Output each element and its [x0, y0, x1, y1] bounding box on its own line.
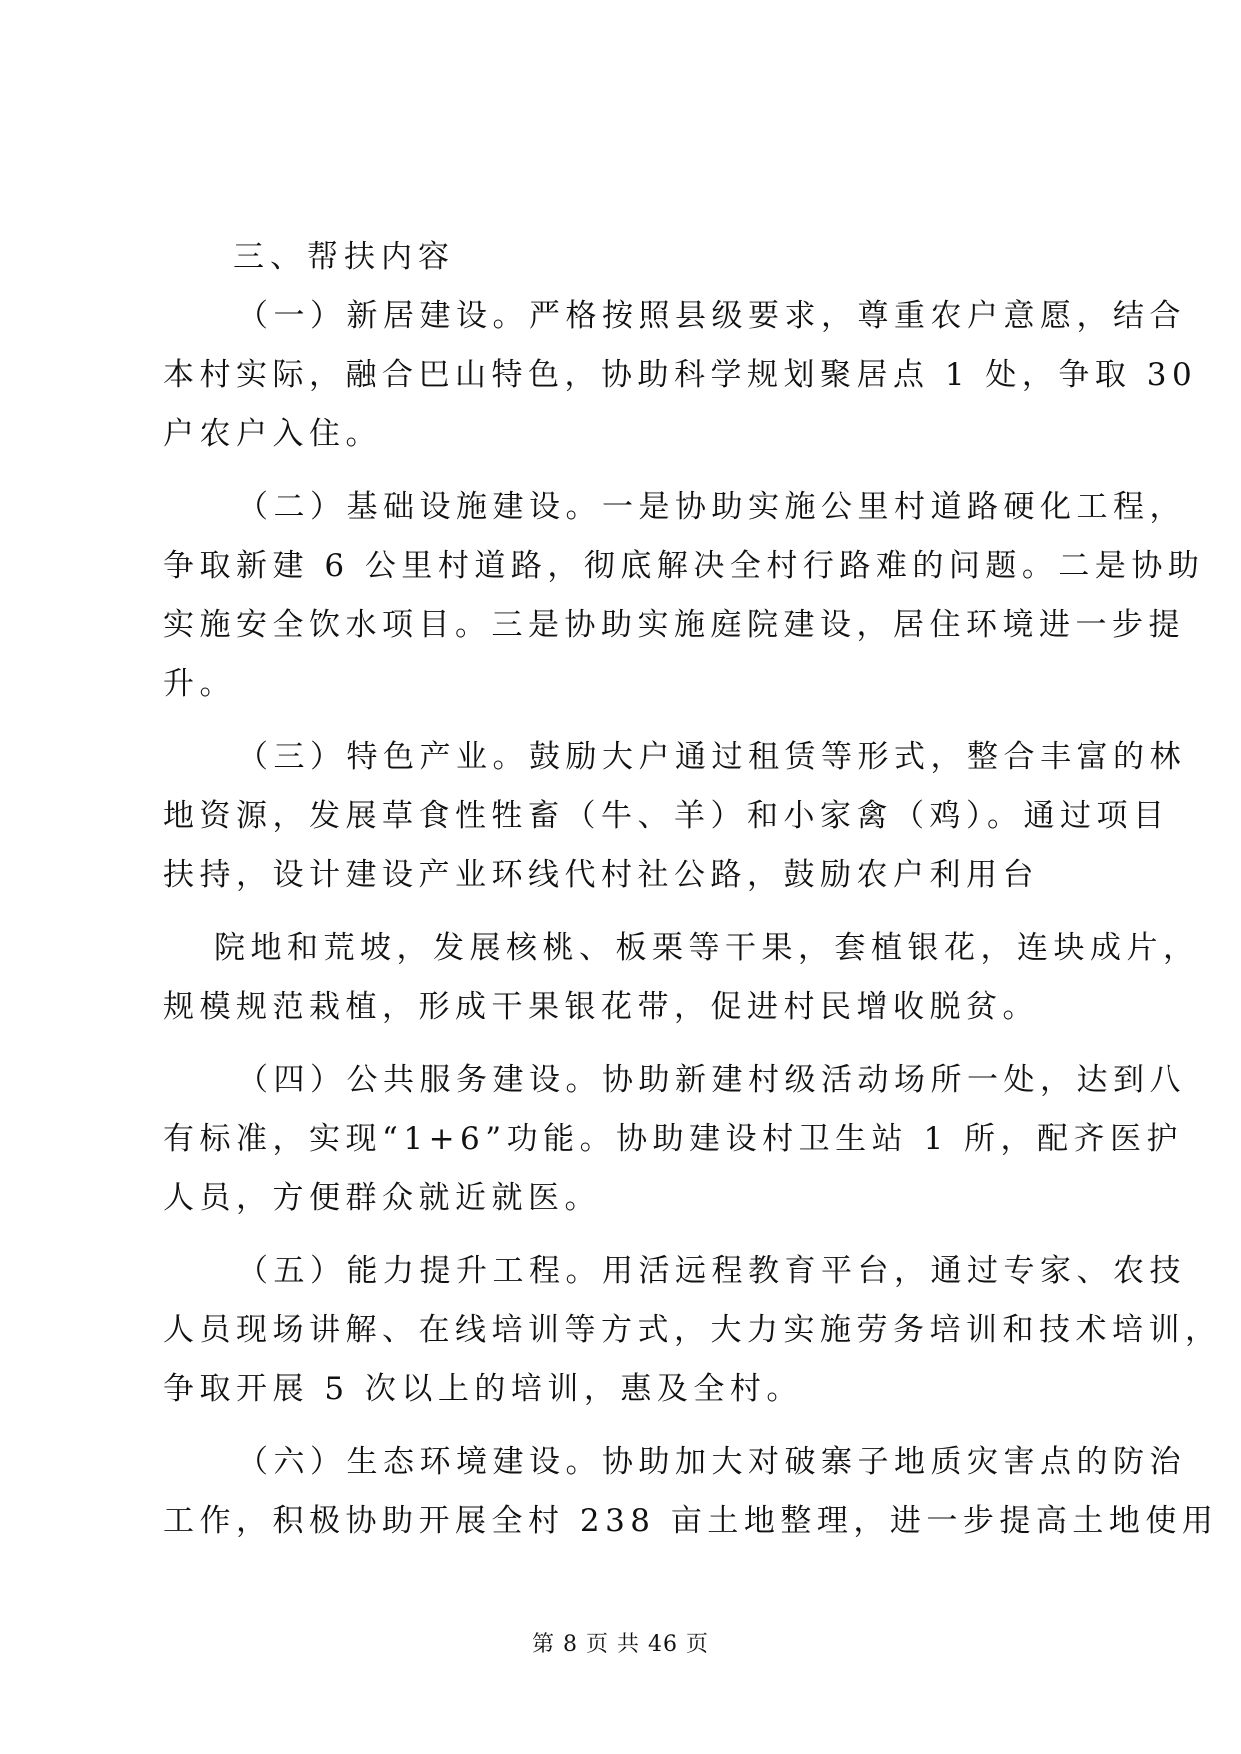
paragraph-line: （四）公共服务建设。协助新建村级活动场所一处，达到八 [237, 1062, 1186, 1098]
paragraph-line: 规模规范栽植，形成干果银花带，促进村民增收脱贫。 [163, 989, 1039, 1025]
paragraph-line: 争取开展 5 次以上的培训，惠及全村。 [163, 1371, 803, 1407]
paragraph-line: 有标准，实现“1+6”功能。协助建设村卫生站 1 所，配齐医护 [163, 1121, 1184, 1157]
paragraph-public-services [163, 1051, 1186, 1228]
paragraph-line: （一）新居建设。严格按照县级要求，尊重农户意愿，结合 [237, 298, 1186, 334]
paragraph-line: 人员，方便群众就近就医。 [163, 1180, 601, 1216]
paragraph-line: 本村实际，融合巴山特色，协助科学规划聚居点 1 处，争取 30 [163, 357, 1198, 393]
paragraph-line: （二）基础设施建设。一是协助实施公里村道路硬化工程， [237, 489, 1186, 525]
paragraph-ecology [163, 1433, 1219, 1551]
paragraph-line: 户农户入住。 [163, 416, 382, 452]
paragraph-infrastructure [163, 478, 1205, 714]
paragraph-line: 地资源，发展草食性牲畜（牛、羊）和小家禽（鸡）。通过项目 [163, 798, 1170, 834]
document-body [163, 228, 1222, 1551]
paragraph-line: 院地和荒坡，发展核桃、板栗等干果，套植银花，连块成片， [214, 930, 1200, 966]
paragraph-line: （五）能力提升工程。用活远程教育平台，通过专家、农技 [237, 1253, 1186, 1289]
section-heading: 三、帮扶内容 [233, 239, 455, 275]
paragraph-line: （三）特色产业。鼓励大户通过租赁等形式，整合丰富的林 [237, 739, 1186, 775]
paragraph-line: 争取新建 6 公里村道路，彻底解决全村行路难的问题。二是协助 [163, 548, 1205, 584]
paragraph-line: （六）生态环境建设。协助加大对破寨子地质灾害点的防治 [237, 1444, 1186, 1480]
paragraph-line: 人员现场讲解、在线培训等方式，大力实施劳务培训和技术培训， [163, 1312, 1222, 1348]
paragraph-line: 工作，积极协助开展全村 238 亩土地整理，进一步提高土地使用 [163, 1503, 1219, 1539]
paragraph-new-housing [163, 287, 1198, 464]
page-footer [0, 1630, 1241, 1660]
page-number-label: 第 8 页 共 46 页 [532, 1632, 709, 1657]
paragraph-line: 升。 [163, 666, 236, 702]
paragraph-line: 实施安全饮水项目。三是协助实施庭院建设，居住环境进一步提 [163, 607, 1185, 643]
paragraph-continuation [163, 919, 1200, 1037]
paragraph-line: 扶持，设计建设产业环线代村社公路，鼓励农户利用台 [163, 857, 1039, 893]
paragraph-capacity-building [163, 1242, 1222, 1419]
paragraph-special-industry [163, 728, 1186, 905]
